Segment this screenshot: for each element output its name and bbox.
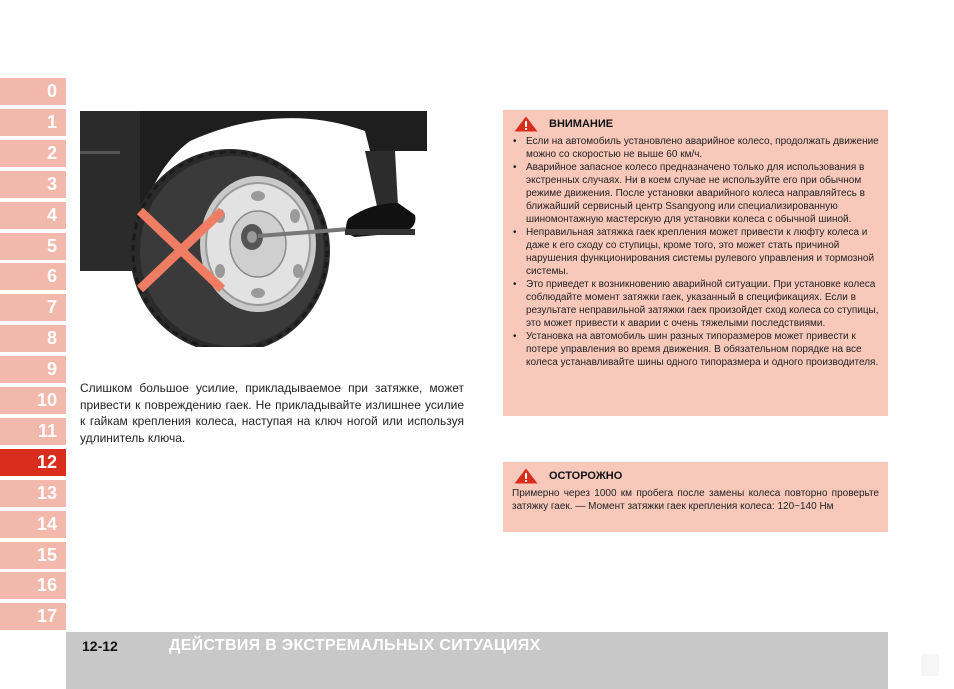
page-number: 12-12 bbox=[82, 638, 118, 654]
corner-mark bbox=[921, 654, 939, 676]
warning-list bbox=[512, 135, 879, 369]
chapter-tab-5[interactable]: 5 bbox=[0, 233, 66, 260]
chapter-tab-4[interactable]: 4 bbox=[0, 202, 66, 229]
warning-box bbox=[503, 110, 888, 416]
chapter-tab-14[interactable]: 14 bbox=[0, 511, 66, 538]
tire-wrench-illustration bbox=[80, 111, 427, 357]
warning-title: ВНИМАНИЕ bbox=[549, 117, 614, 130]
chapter-tab-13[interactable]: 13 bbox=[0, 480, 66, 507]
caution-text: Примерно через 1000 км пробега после замены колеса повторно проверьте затяжку гаек. — Момент затяжки гаек крепления колеса: 120~140 Нм bbox=[512, 488, 879, 512]
chapter-tab-15[interactable]: 15 bbox=[0, 542, 66, 569]
photo-caption: Слишком большое усилие, прикладываемое при затяжке, может привести к повреждению гаек. Не прикладывайте излишнее усилие к гайкам крепления колеса, наступая на ключ ногой или используя удлинитель ключа. bbox=[80, 381, 464, 445]
chapter-tab-16[interactable]: 16 bbox=[0, 572, 66, 599]
chapter-tab-11[interactable]: 11 bbox=[0, 418, 66, 445]
list-item: • Аварийное запасное колесо предназначено только для использования в экстренных случаях. Ни в коем случае не используйте его при обычном режиме движения. После установки аварийного колеса направляйтесь в ближайший сервисный центр Ssangyong или специализированную шиномонтажную мастерскую для установки колеса с обычной шиной. bbox=[512, 161, 879, 226]
list-item: • Неправильная затяжка гаек крепления может привести к люфту колеса и даже к его сходу со ступицы, кроме того, это может стать причиной нарушения функционирования системы рулевого управления и тормозной системы. bbox=[512, 226, 879, 278]
chapter-tab-12[interactable]: 12 bbox=[0, 449, 66, 476]
caution-box bbox=[503, 462, 888, 532]
chapter-tab-7[interactable]: 7 bbox=[0, 294, 66, 321]
chapter-tab-10[interactable]: 10 bbox=[0, 387, 66, 414]
list-item: • Установка на автомобиль шин разных типоразмеров может привести к потере управления во время движения. В обязательном порядке на все колеса устанавливайте шины одного типоразмера и одного производителя. bbox=[512, 330, 879, 369]
warning-triangle-icon bbox=[514, 468, 538, 484]
list-item: • Это приведет к возникновению аварийной ситуации. При установке колеса соблюдайте момент затяжки гаек, указанный в спецификациях. Если в результате неправильной затяжки гаек произойдет сход колеса со ступицы, это может привести к аварии с очень тяжелыми последствиями. bbox=[512, 278, 879, 330]
chapter-tab-1[interactable]: 1 bbox=[0, 109, 66, 136]
tire-wrench-photo bbox=[80, 111, 427, 357]
chapter-tab-6[interactable]: 6 bbox=[0, 263, 66, 290]
chapter-tab-8[interactable]: 8 bbox=[0, 325, 66, 352]
warning-triangle-icon bbox=[514, 116, 538, 132]
page-footer bbox=[66, 632, 888, 689]
chapter-title: ДЕЙСТВИЯ В ЭКСТРЕМАЛЬНЫХ СИТУАЦИЯХ bbox=[169, 637, 541, 654]
chapter-tab-3[interactable]: 3 bbox=[0, 171, 66, 198]
chapter-tab-0[interactable]: 0 bbox=[0, 78, 66, 105]
list-item: • Если на автомобиль установлено аварийное колесо, продолжать движение можно со скоростью не выше 60 км/ч. bbox=[512, 135, 879, 161]
chapter-tab-17[interactable]: 17 bbox=[0, 603, 66, 630]
caution-title: ОСТОРОЖНО bbox=[549, 469, 623, 482]
chapter-tab-2[interactable]: 2 bbox=[0, 140, 66, 167]
chapter-tab-9[interactable]: 9 bbox=[0, 356, 66, 383]
